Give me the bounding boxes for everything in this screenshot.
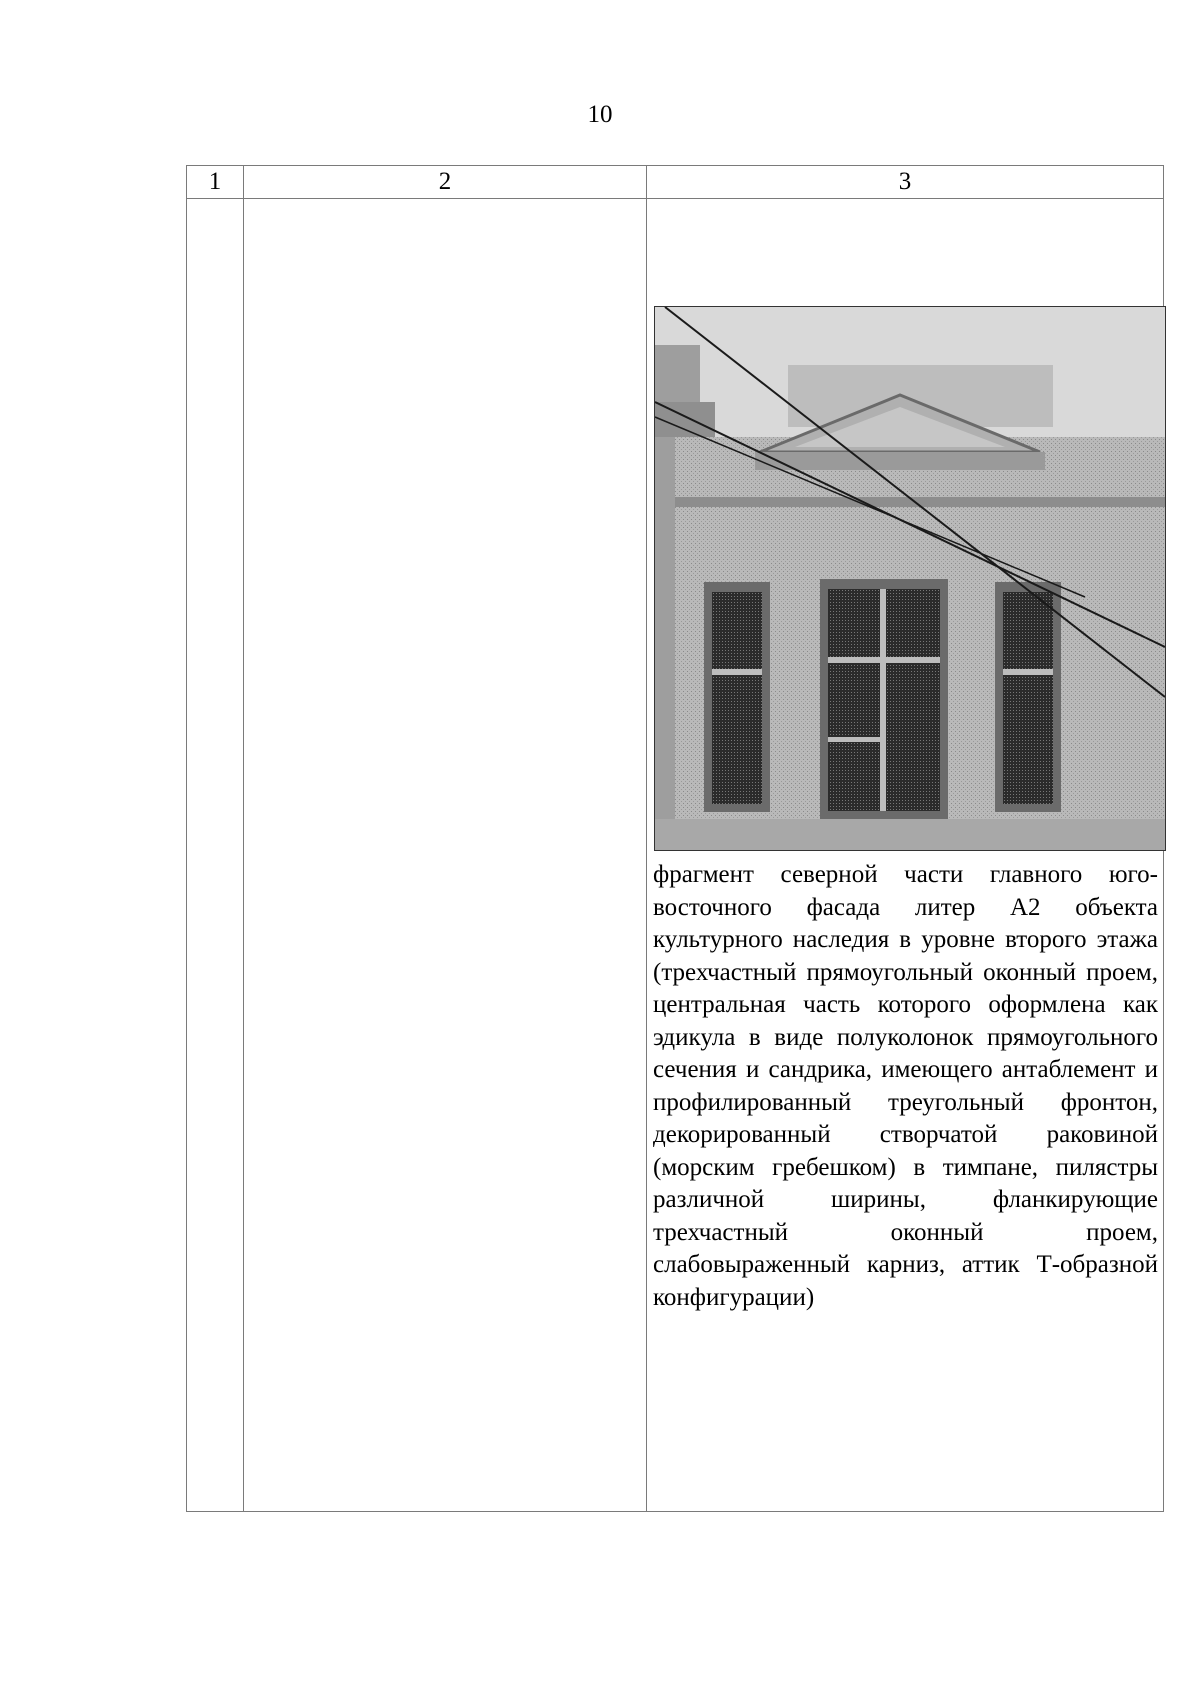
- page-number: 10: [587, 101, 613, 128]
- document-table: [186, 165, 1164, 1512]
- table-row: [187, 199, 1164, 1512]
- facade-photo: [654, 306, 1166, 851]
- header-col-2: 2: [244, 166, 647, 199]
- header-col-3: 3: [647, 166, 1164, 199]
- header-col-1: 1: [187, 166, 244, 199]
- photo-caption: фрагмент северной части главного юго-восточного фасада литер А2 объекта культурного наследия в уровне второго этажа (трехчастный прямоугольный оконный проем, центральная часть которого оформлена как эдикула в виде полуколонок прямоугольного сечения и сандрика, имеющего антаблемент и профилированный треугольный фронтон, декорированный створчатой раковиной (морским гребешком) в тимпане, пилястры различной ширины, фланкирующие трехчастный оконный проем, слабовыраженный карниз, аттик Т-образной конфигурации): [653, 861, 1158, 1311]
- cell-col-2: [244, 199, 647, 1512]
- cell-col-1: [187, 199, 244, 1512]
- facade-photo-icon: [655, 307, 1165, 850]
- table-header-row: [187, 166, 1164, 199]
- cell-col-3: [647, 199, 1164, 1512]
